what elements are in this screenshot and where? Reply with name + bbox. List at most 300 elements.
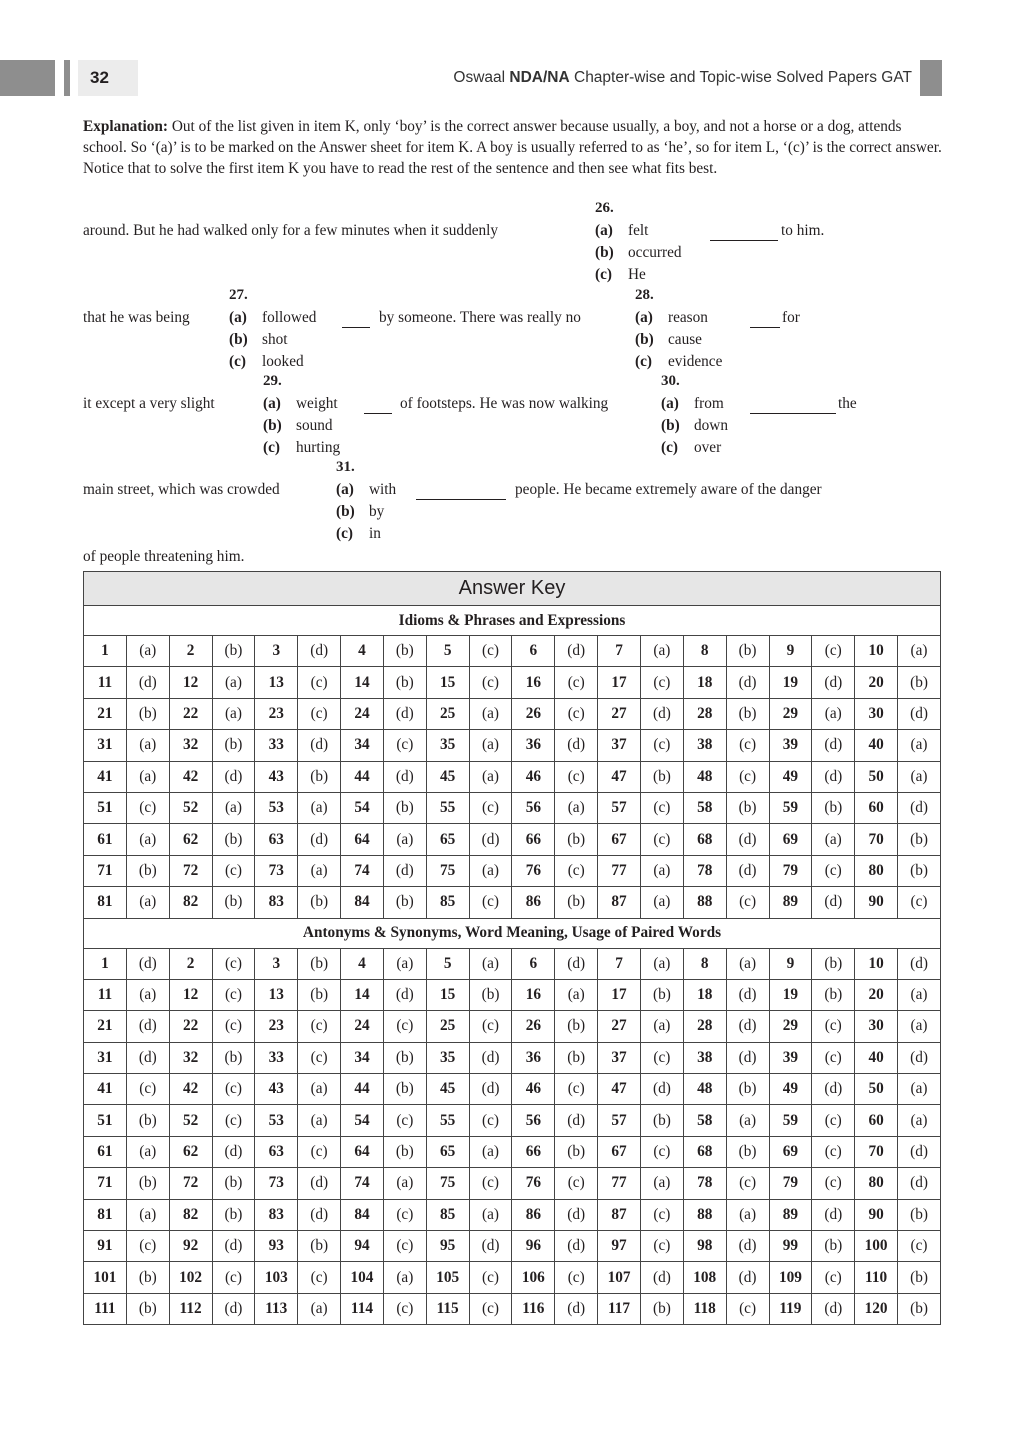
- answer-blank: [364, 413, 392, 414]
- passage-text: by someone. There was really no: [379, 309, 581, 326]
- answer-cell: (b): [298, 887, 341, 918]
- answer-cell: (a): [898, 761, 941, 792]
- answer-cell: (d): [555, 730, 598, 761]
- answer-cell: (c): [640, 1231, 683, 1262]
- question-number-cell: 26: [512, 698, 555, 729]
- question-number-cell: 102: [169, 1262, 212, 1293]
- option-text: over: [694, 439, 722, 456]
- answer-cell: (a): [726, 948, 769, 979]
- question-number-cell: 9: [769, 948, 812, 979]
- question-number-cell: 89: [769, 887, 812, 918]
- question-number-cell: 82: [169, 887, 212, 918]
- answer-cell: (b): [555, 824, 598, 855]
- question-number-cell: 90: [855, 1199, 898, 1230]
- answer-cell: (d): [212, 1293, 255, 1324]
- question-number-cell: 63: [255, 824, 298, 855]
- question-number-cell: 87: [598, 887, 641, 918]
- question-number-cell: 79: [769, 1168, 812, 1199]
- question-number-cell: 8: [683, 948, 726, 979]
- answer-cell: (b): [212, 1199, 255, 1230]
- question-number-cell: 51: [84, 1105, 127, 1136]
- answer-key-row: [84, 1074, 941, 1105]
- question-number-cell: 69: [769, 1136, 812, 1167]
- answer-cell: (c): [298, 1042, 341, 1073]
- answer-cell: (a): [383, 824, 426, 855]
- question-number-cell: 47: [598, 761, 641, 792]
- question-number-cell: 49: [769, 1074, 812, 1105]
- question-number-cell: 50: [855, 1074, 898, 1105]
- question-number-cell: 2: [169, 636, 212, 667]
- question-number-cell: 88: [683, 887, 726, 918]
- question-number-cell: 57: [598, 1105, 641, 1136]
- question-number-cell: 110: [855, 1262, 898, 1293]
- question-number-cell: 46: [512, 1074, 555, 1105]
- question-number-cell: 20: [855, 667, 898, 698]
- answer-cell: (d): [726, 979, 769, 1010]
- answer-cell: (a): [126, 824, 169, 855]
- question-number-cell: 58: [683, 1105, 726, 1136]
- answer-cell: (d): [383, 855, 426, 886]
- option: [595, 220, 648, 243]
- question-number-cell: 52: [169, 1105, 212, 1136]
- answer-cell: (a): [469, 855, 512, 886]
- answer-cell: (b): [726, 1074, 769, 1105]
- question-number-cell: 119: [769, 1293, 812, 1324]
- question-number-cell: 28: [683, 698, 726, 729]
- passage-text: main street, which was crowded: [83, 481, 280, 498]
- question-number-cell: 117: [598, 1293, 641, 1324]
- answer-cell: (c): [640, 667, 683, 698]
- answer-cell: (c): [298, 698, 341, 729]
- answer-key-table: [83, 571, 941, 1325]
- question-number-cell: 40: [855, 730, 898, 761]
- answer-cell: (a): [898, 1011, 941, 1042]
- question-number-cell: 1: [84, 636, 127, 667]
- question-number-cell: 36: [512, 730, 555, 761]
- answer-cell: (c): [212, 1262, 255, 1293]
- answer-cell: (d): [898, 948, 941, 979]
- answer-cell: (a): [898, 730, 941, 761]
- option-label: (b): [595, 244, 614, 261]
- answer-key-row: [84, 1293, 941, 1324]
- option: [229, 307, 316, 330]
- answer-cell: (c): [555, 855, 598, 886]
- answer-key-row: [84, 1262, 941, 1293]
- question-number-cell: 21: [84, 698, 127, 729]
- question-number-cell: 25: [426, 1011, 469, 1042]
- question-number-cell: 39: [769, 730, 812, 761]
- question-number-cell: 10: [855, 636, 898, 667]
- answer-cell: (b): [555, 1042, 598, 1073]
- question-number-cell: 19: [769, 667, 812, 698]
- passage-text: of people threatening him.: [83, 548, 245, 565]
- answer-cell: (c): [898, 887, 941, 918]
- option: [263, 415, 333, 438]
- question-number-cell: 77: [598, 1168, 641, 1199]
- header-decor-block: [0, 60, 55, 96]
- answer-cell: (d): [126, 1011, 169, 1042]
- question-number-cell: 56: [512, 792, 555, 823]
- answer-cell: (c): [469, 1262, 512, 1293]
- question-number-cell: 60: [855, 1105, 898, 1136]
- option-label: (a): [229, 309, 247, 326]
- passage-text: the: [838, 395, 857, 412]
- answer-cell: (d): [469, 1074, 512, 1105]
- answer-cell: (c): [469, 636, 512, 667]
- header-title-bold: NDA/NA: [509, 69, 570, 86]
- question-number-cell: 35: [426, 730, 469, 761]
- question-number-cell: 67: [598, 1136, 641, 1167]
- question-number-cell: 90: [855, 887, 898, 918]
- answer-cell: (d): [812, 1199, 855, 1230]
- question-number-cell: 84: [341, 1199, 384, 1230]
- option-label: (c): [336, 525, 353, 542]
- question-number-cell: 83: [255, 1199, 298, 1230]
- question-number-cell: 38: [683, 1042, 726, 1073]
- answer-key-row: [84, 792, 941, 823]
- question-number-cell: 104: [341, 1262, 384, 1293]
- question-number-cell: 32: [169, 1042, 212, 1073]
- question-number-cell: 73: [255, 855, 298, 886]
- answer-cell: (c): [812, 855, 855, 886]
- answer-cell: (c): [555, 1262, 598, 1293]
- question-number-cell: 16: [512, 979, 555, 1010]
- answer-cell: (b): [726, 1136, 769, 1167]
- answer-cell: (c): [212, 1105, 255, 1136]
- option-label: (b): [336, 503, 355, 520]
- answer-cell: (a): [640, 855, 683, 886]
- question-number-cell: 82: [169, 1199, 212, 1230]
- option-label: (b): [635, 331, 654, 348]
- option: [263, 393, 338, 416]
- answer-cell: (b): [298, 1231, 341, 1262]
- answer-cell: (c): [898, 1231, 941, 1262]
- question-number-cell: 75: [426, 1168, 469, 1199]
- option-text: weight: [296, 395, 338, 412]
- answer-cell: (b): [726, 636, 769, 667]
- question-number-cell: 81: [84, 1199, 127, 1230]
- question-number-cell: 62: [169, 824, 212, 855]
- question-number-cell: 73: [255, 1168, 298, 1199]
- question-number-cell: 15: [426, 979, 469, 1010]
- question-number-cell: 63: [255, 1136, 298, 1167]
- question-number-cell: 27: [598, 698, 641, 729]
- question-number-cell: 37: [598, 730, 641, 761]
- option-text: in: [369, 525, 381, 542]
- option-text: from: [694, 395, 724, 412]
- question-number-cell: 52: [169, 792, 212, 823]
- answer-cell: (a): [555, 792, 598, 823]
- option-text: shot: [262, 331, 288, 348]
- option-text: looked: [262, 353, 304, 370]
- question-number-cell: 5: [426, 636, 469, 667]
- answer-cell: (c): [469, 792, 512, 823]
- answer-cell: (d): [640, 1262, 683, 1293]
- question-number-cell: 72: [169, 855, 212, 886]
- answer-cell: (c): [469, 1011, 512, 1042]
- question-number-cell: 81: [84, 887, 127, 918]
- answer-cell: (d): [640, 1074, 683, 1105]
- answer-cell: (d): [898, 792, 941, 823]
- question-number-cell: 23: [255, 698, 298, 729]
- answer-cell: (a): [126, 887, 169, 918]
- question-number-cell: 3: [255, 636, 298, 667]
- answer-cell: (c): [812, 1168, 855, 1199]
- answer-cell: (d): [555, 1231, 598, 1262]
- question-number-cell: 30: [855, 698, 898, 729]
- answer-cell: (a): [126, 1199, 169, 1230]
- answer-cell: (d): [812, 1293, 855, 1324]
- option: [595, 264, 646, 287]
- question-number-cell: 32: [169, 730, 212, 761]
- question-number-cell: 27: [598, 1011, 641, 1042]
- answer-cell: (b): [383, 792, 426, 823]
- answer-cell: (c): [126, 1074, 169, 1105]
- answer-cell: (d): [298, 1168, 341, 1199]
- answer-cell: (c): [126, 792, 169, 823]
- answer-blank: [416, 499, 506, 500]
- answer-cell: (a): [640, 948, 683, 979]
- question-number-cell: 14: [341, 979, 384, 1010]
- answer-cell: (d): [383, 698, 426, 729]
- question-number-cell: 29: [769, 698, 812, 729]
- answer-cell: (b): [640, 1105, 683, 1136]
- question-number-cell: 14: [341, 667, 384, 698]
- answer-cell: (b): [898, 1293, 941, 1324]
- question-number-cell: 118: [683, 1293, 726, 1324]
- answer-cell: (c): [212, 855, 255, 886]
- answer-cell: (a): [126, 761, 169, 792]
- answer-cell: (b): [812, 948, 855, 979]
- question-number-cell: 83: [255, 887, 298, 918]
- answer-cell: (b): [383, 636, 426, 667]
- question-number-cell: 4: [341, 636, 384, 667]
- answer-cell: (a): [383, 948, 426, 979]
- question-number-cell: 107: [598, 1262, 641, 1293]
- answer-cell: (a): [212, 667, 255, 698]
- question-number-cell: 42: [169, 761, 212, 792]
- question-number-cell: 28: [683, 1011, 726, 1042]
- question-number-cell: 66: [512, 824, 555, 855]
- page-number: 32: [78, 60, 138, 96]
- question-number-cell: 19: [769, 979, 812, 1010]
- answer-cell: (d): [555, 948, 598, 979]
- question-number-cell: 42: [169, 1074, 212, 1105]
- answer-cell: (c): [383, 1199, 426, 1230]
- answer-cell: (c): [726, 761, 769, 792]
- answer-cell: (b): [298, 761, 341, 792]
- question-number-cell: 40: [855, 1042, 898, 1073]
- answer-key-row: [84, 1231, 941, 1262]
- answer-cell: (a): [469, 698, 512, 729]
- answer-cell: (d): [126, 1042, 169, 1073]
- question-number-cell: 51: [84, 792, 127, 823]
- option: [229, 329, 288, 352]
- question-number-cell: 53: [255, 1105, 298, 1136]
- option-text: evidence: [668, 353, 723, 370]
- answer-cell: (a): [640, 887, 683, 918]
- passage-text: it except a very slight: [83, 395, 215, 412]
- option-text: occurred: [628, 244, 682, 261]
- question-number-cell: 12: [169, 667, 212, 698]
- answer-cell: (a): [383, 1168, 426, 1199]
- question-number-cell: 35: [426, 1042, 469, 1073]
- explanation-paragraph: [83, 116, 943, 179]
- answer-cell: (b): [812, 1231, 855, 1262]
- question-number-cell: 76: [512, 855, 555, 886]
- question-number-cell: 115: [426, 1293, 469, 1324]
- question-number-cell: 65: [426, 1136, 469, 1167]
- question-number-cell: 23: [255, 1011, 298, 1042]
- question-number-cell: 15: [426, 667, 469, 698]
- question-number-cell: 18: [683, 979, 726, 1010]
- question-number-cell: 69: [769, 824, 812, 855]
- answer-cell: (d): [469, 824, 512, 855]
- option: [336, 523, 381, 546]
- answer-cell: (d): [212, 1231, 255, 1262]
- question-number-cell: 100: [855, 1231, 898, 1262]
- answer-cell: (b): [898, 824, 941, 855]
- answer-cell: (a): [812, 824, 855, 855]
- answer-key-row: [84, 667, 941, 698]
- answer-cell: (d): [298, 636, 341, 667]
- question-number-cell: 71: [84, 855, 127, 886]
- question-number-cell: 25: [426, 698, 469, 729]
- header-title-suffix: Chapter-wise and Topic-wise Solved Papers GAT: [569, 69, 912, 86]
- answer-key-row: [84, 948, 941, 979]
- answer-cell: (c): [555, 698, 598, 729]
- question-number-cell: 64: [341, 824, 384, 855]
- answer-cell: (d): [126, 667, 169, 698]
- question-number-cell: 34: [341, 1042, 384, 1073]
- answer-cell: (c): [298, 667, 341, 698]
- question-number-cell: 95: [426, 1231, 469, 1262]
- passage-text: people. He became extremely aware of the danger: [515, 481, 822, 498]
- answer-cell: (b): [126, 698, 169, 729]
- answer-cell: (b): [126, 1262, 169, 1293]
- answer-cell: (c): [812, 1042, 855, 1073]
- question-number-cell: 6: [512, 636, 555, 667]
- header-decor-bar: [64, 60, 70, 96]
- option-text: sound: [296, 417, 333, 434]
- option: [336, 501, 384, 524]
- question-number-cell: 84: [341, 887, 384, 918]
- option-label: (a): [263, 395, 281, 412]
- answer-key-row: [84, 1042, 941, 1073]
- answer-key-title: Answer Key: [84, 572, 941, 606]
- question-number-cell: 56: [512, 1105, 555, 1136]
- question-number-cell: 13: [255, 667, 298, 698]
- answer-cell: (a): [126, 979, 169, 1010]
- answer-cell: (a): [640, 1168, 683, 1199]
- answer-cell: (c): [555, 1074, 598, 1105]
- option-label: (b): [263, 417, 282, 434]
- answer-cell: (a): [298, 1074, 341, 1105]
- answer-cell: (d): [126, 948, 169, 979]
- answer-cell: (b): [383, 887, 426, 918]
- answer-cell: (b): [555, 887, 598, 918]
- answer-cell: (b): [640, 1293, 683, 1324]
- answer-cell: (d): [726, 1011, 769, 1042]
- answer-cell: (d): [555, 1293, 598, 1324]
- question-number-cell: 43: [255, 1074, 298, 1105]
- answer-cell: (a): [726, 1105, 769, 1136]
- answer-cell: (c): [555, 761, 598, 792]
- question-number-cell: 30: [855, 1011, 898, 1042]
- answer-cell: (c): [383, 1293, 426, 1324]
- question-number-cell: 61: [84, 1136, 127, 1167]
- option: [635, 307, 708, 330]
- answer-cell: (d): [469, 1231, 512, 1262]
- question-number-cell: 11: [84, 667, 127, 698]
- question-number-cell: 16: [512, 667, 555, 698]
- question-number-cell: 29: [769, 1011, 812, 1042]
- question-number: 28.: [635, 287, 654, 303]
- question-number-cell: 85: [426, 1199, 469, 1230]
- answer-cell: (c): [640, 1199, 683, 1230]
- question-number-cell: 113: [255, 1293, 298, 1324]
- question-number-cell: 70: [855, 824, 898, 855]
- option-label: (a): [635, 309, 653, 326]
- answer-cell: (c): [812, 1262, 855, 1293]
- answer-cell: (c): [383, 1231, 426, 1262]
- option-label: (a): [595, 222, 613, 239]
- answer-cell: (b): [555, 1136, 598, 1167]
- answer-cell: (b): [126, 1293, 169, 1324]
- answer-cell: (c): [126, 1231, 169, 1262]
- question-number-cell: 97: [598, 1231, 641, 1262]
- answer-cell: (c): [212, 1074, 255, 1105]
- option-text: felt: [628, 222, 649, 239]
- question-number-cell: 70: [855, 1136, 898, 1167]
- answer-cell: (d): [898, 1168, 941, 1199]
- question-number-cell: 41: [84, 1074, 127, 1105]
- answer-cell: (d): [898, 1136, 941, 1167]
- answer-key-row: [84, 1136, 941, 1167]
- question-number-cell: 86: [512, 887, 555, 918]
- question-number-cell: 89: [769, 1199, 812, 1230]
- answer-cell: (d): [898, 1042, 941, 1073]
- answer-cell: (c): [640, 824, 683, 855]
- question-number-cell: 5: [426, 948, 469, 979]
- question-number-cell: 92: [169, 1231, 212, 1262]
- question-number-cell: 12: [169, 979, 212, 1010]
- question-number-cell: 49: [769, 761, 812, 792]
- answer-key-row: [84, 761, 941, 792]
- question-number-cell: 112: [169, 1293, 212, 1324]
- question-number-cell: 80: [855, 855, 898, 886]
- question-number-cell: 88: [683, 1199, 726, 1230]
- answer-cell: (c): [298, 1011, 341, 1042]
- answer-cell: (a): [298, 792, 341, 823]
- passage-text: that he was being: [83, 309, 190, 326]
- answer-cell: (c): [555, 667, 598, 698]
- answer-cell: (c): [469, 1168, 512, 1199]
- answer-cell: (b): [898, 1262, 941, 1293]
- option: [595, 242, 682, 265]
- answer-key-row: [84, 1168, 941, 1199]
- question-number-cell: 55: [426, 792, 469, 823]
- running-header-title: [453, 60, 912, 96]
- answer-cell: (b): [726, 792, 769, 823]
- answer-cell: (d): [298, 730, 341, 761]
- option-text: followed: [262, 309, 317, 326]
- explanation-text: Out of the list given in item K, only ‘boy’ is the correct answer because usually, a boy, and not a horse or a dog, attends school. So ‘(a)’ is to be marked on the Answer sheet for item K. A boy is usually referred to as ‘he’, so for item L, ‘(c)’ is the correct answer. Notice that to solve the first item K you have to read the rest of the sentence and then see what fits best.: [83, 118, 942, 177]
- question-number-cell: 87: [598, 1199, 641, 1230]
- option-text: He: [628, 266, 646, 283]
- question-number-cell: 59: [769, 1105, 812, 1136]
- answer-cell: (c): [726, 730, 769, 761]
